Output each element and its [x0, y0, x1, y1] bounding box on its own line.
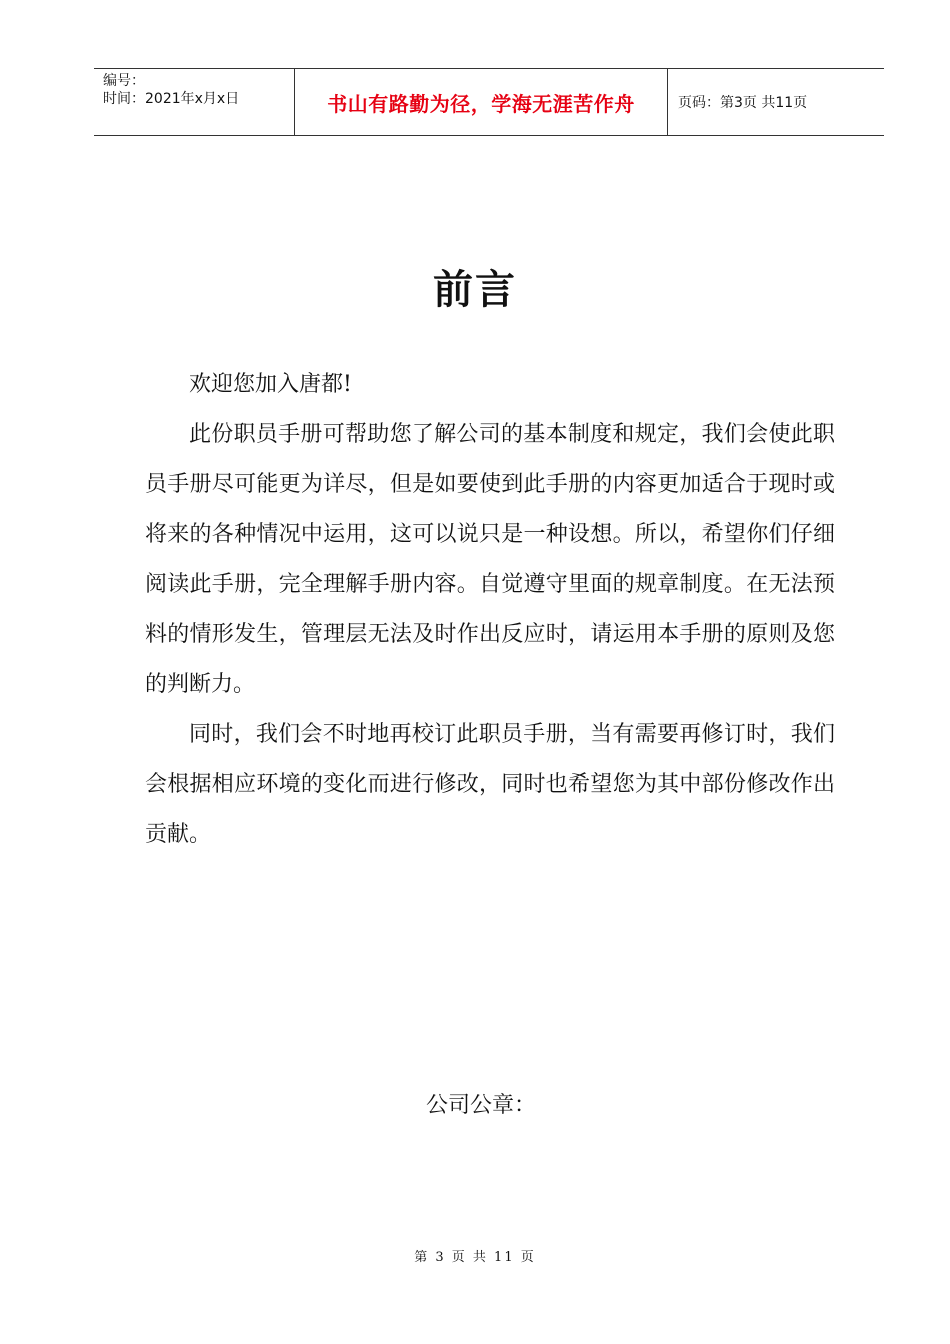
header-page-info: 页码：第3页 共11页	[678, 95, 808, 111]
page-header	[94, 68, 884, 136]
serial-label: 编号：	[103, 73, 145, 89]
paragraph-purpose: 此份职员手册可帮助您了解公司的基本制度和规定，我们会使此职员手册尽可能更为详尽，但是如要使到此手册的内容更加适合于现时或将来的各种情况中运用，这可以说只是一种设想。所以，希望你们仔细阅读此手册，完全理解手册内容。自觉遵守里面的规章制度。在无法预料的情形发生，管理层无法及时作出反应时，请运用本手册的原则及您的判断力。	[145, 422, 835, 697]
document-body	[145, 360, 835, 860]
header-meta	[94, 69, 295, 135]
document-title: 前言	[433, 266, 517, 313]
paragraph-revision: 同时，我们会不时地再校订此职员手册，当有需要再修订时，我们会根据相应环境的变化而进行修改，同时也希望您为其中部份修改作出贡献。	[145, 722, 835, 847]
company-seal-label: 公司公章：	[426, 1093, 537, 1118]
date-line: 时间：2021年x月x日	[103, 91, 240, 107]
page-footer: 第 3 页 共 11 页	[414, 1250, 536, 1265]
header-motto: 书山有路勤为径，学海无涯苦作舟	[295, 69, 668, 135]
paragraph-welcome: 欢迎您加入唐都!	[189, 372, 352, 397]
